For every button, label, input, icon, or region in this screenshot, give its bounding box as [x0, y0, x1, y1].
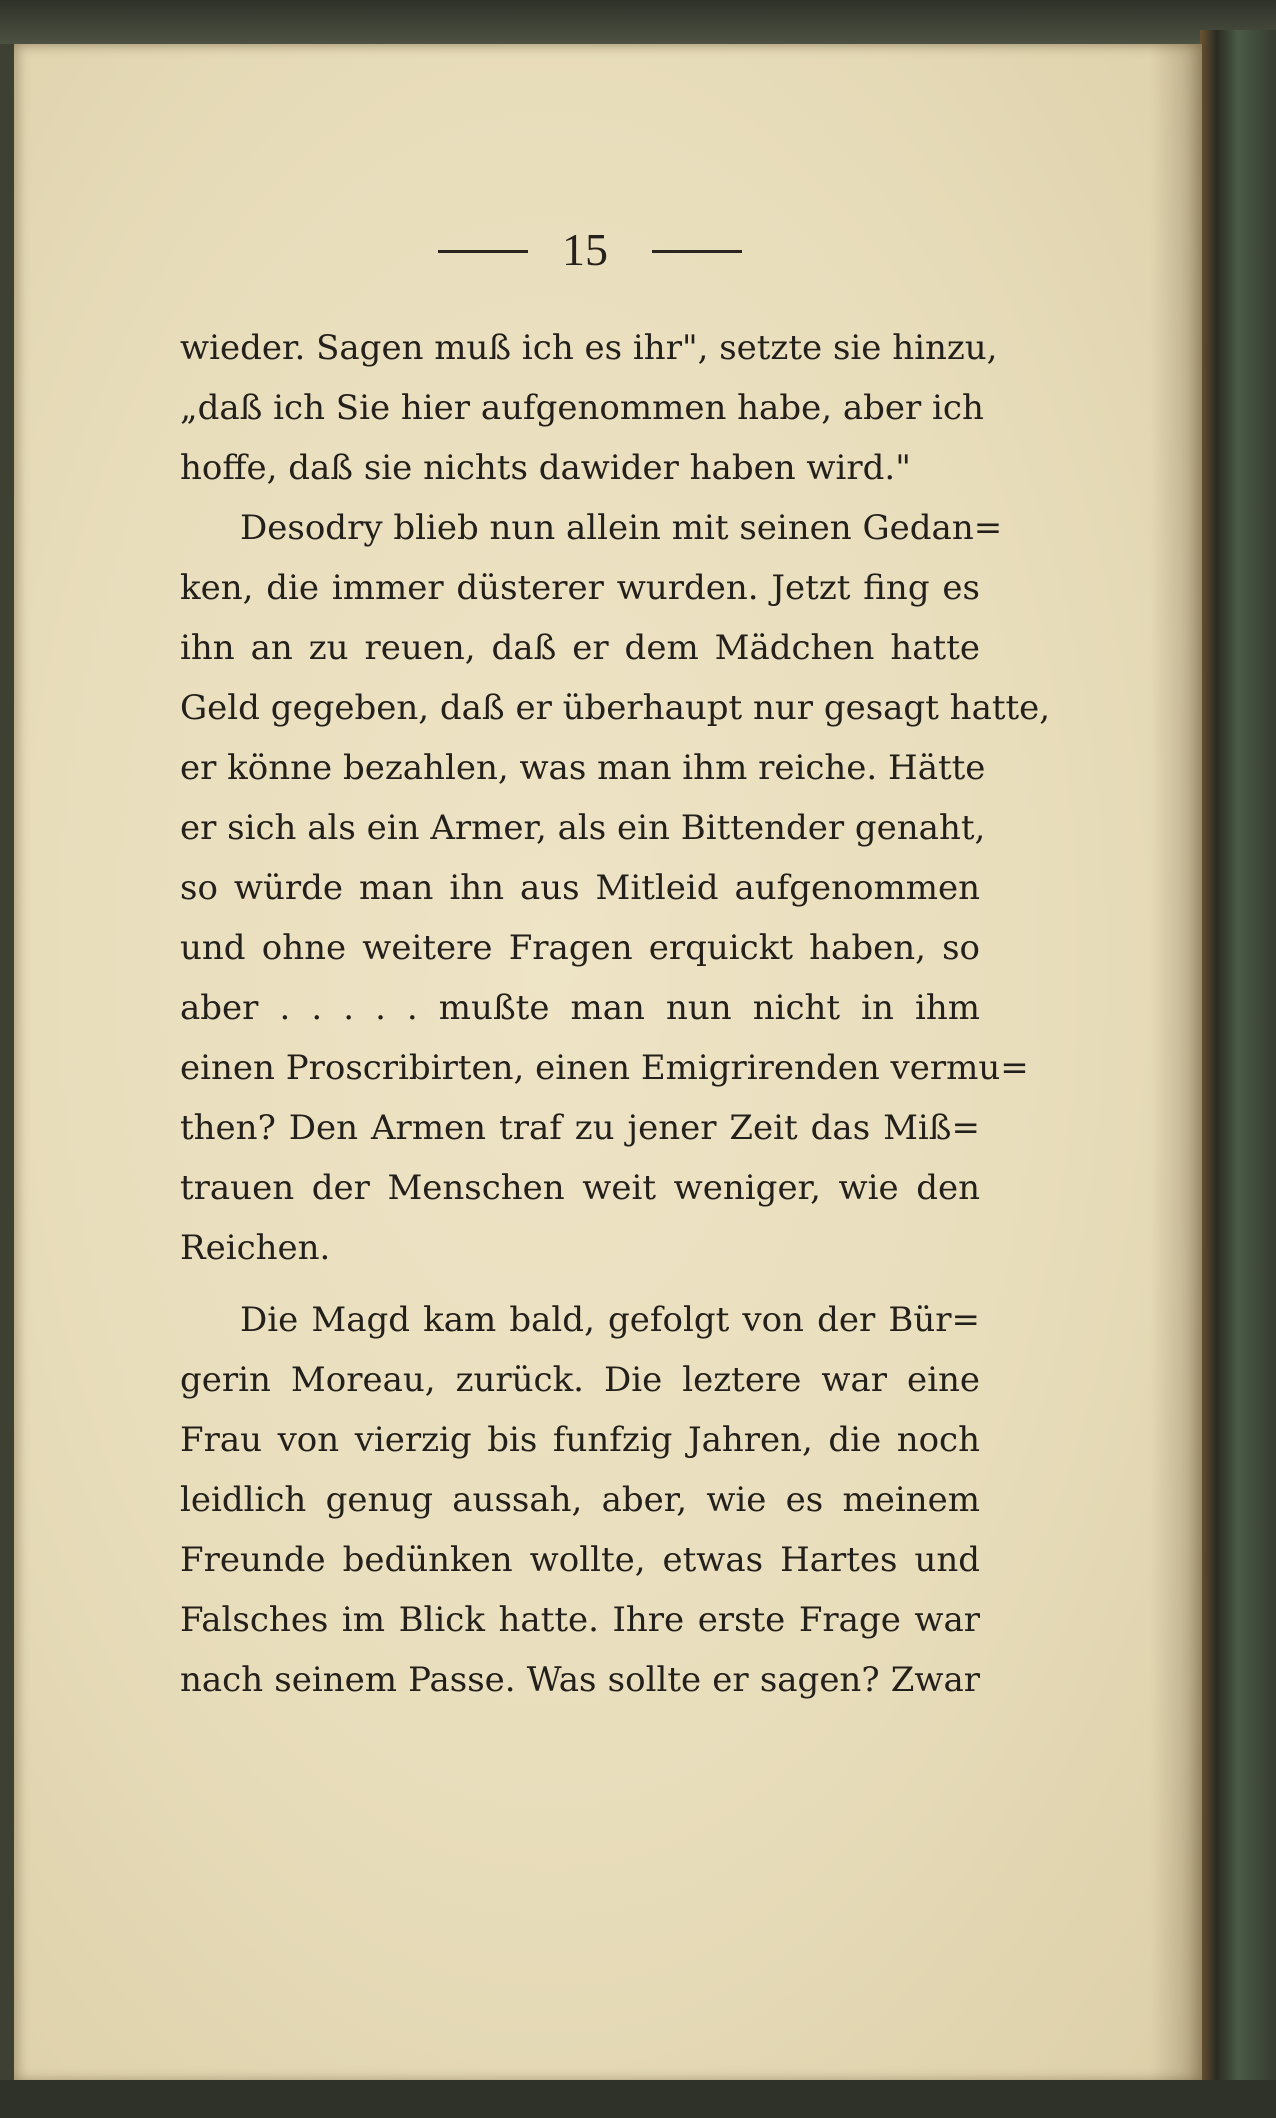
text-line: wieder. Sagen muß ich es ihr", setzte sie hinzu,	[180, 328, 998, 368]
text-line: so würde man ihn aus Mitleid aufgenommen	[180, 868, 980, 908]
text-line: Desodry blieb nun allein mit seinen Gedan=	[240, 508, 1003, 548]
text-line: einen Proscribirten, einen Emigrirenden vermu=	[180, 1048, 1029, 1088]
header-rule-left	[438, 250, 528, 253]
scan-top-edge	[0, 0, 1276, 44]
body-text	[180, 318, 1051, 1710]
text-line: er sich als ein Armer, als ein Bittender genaht,	[180, 808, 986, 848]
text-line: hoffe, daß sie nichts dawider haben wird."	[180, 448, 911, 488]
text-line: gerin Moreau, zurück. Die leztere war eine	[180, 1360, 980, 1400]
book-binding	[1200, 30, 1276, 2090]
text-line: then? Den Armen traf zu jener Zeit das Miß=	[180, 1108, 980, 1148]
text-line: aber . . . . . mußte man nun nicht in ihm	[180, 988, 980, 1028]
paragraph-2	[180, 498, 1051, 1278]
scan-bottom-edge	[0, 2080, 1276, 2118]
text-line: Reichen.	[180, 1228, 331, 1268]
text-line: Falsches im Blick hatte. Ihre erste Frage war	[180, 1600, 980, 1640]
text-line: ken, die immer düsterer wurden. Jetzt fing es	[180, 568, 980, 608]
paragraph-3	[180, 1290, 980, 1710]
text-line: „daß ich Sie hier aufgenommen habe, aber ich	[180, 388, 984, 428]
text-line: trauen der Menschen weit weniger, wie den	[180, 1168, 980, 1208]
header-rule-right	[652, 250, 742, 253]
page-header	[430, 220, 740, 280]
page-gutter-shadow	[1150, 44, 1206, 2082]
paragraph-1	[180, 318, 998, 498]
text-line: er könne bezahlen, was man ihm reiche. Hätte	[180, 748, 986, 788]
text-line: Die Magd kam bald, gefolgt von der Bür=	[240, 1300, 980, 1340]
text-line: ihn an zu reuen, daß er dem Mädchen hatte	[180, 628, 980, 668]
text-line: Frau von vierzig bis funfzig Jahren, die noch	[180, 1420, 980, 1460]
text-line: und ohne weitere Fragen erquickt haben, so	[180, 928, 980, 968]
page-number: 15	[562, 224, 608, 275]
text-line: leidlich genug aussah, aber, wie es meinem	[180, 1480, 980, 1520]
text-line: Geld gegeben, daß er überhaupt nur gesagt hatte,	[180, 688, 1051, 728]
text-line: Freunde bedünken wollte, etwas Hartes und	[180, 1540, 980, 1580]
text-line: nach seinem Passe. Was sollte er sagen? Zwar	[180, 1660, 980, 1700]
